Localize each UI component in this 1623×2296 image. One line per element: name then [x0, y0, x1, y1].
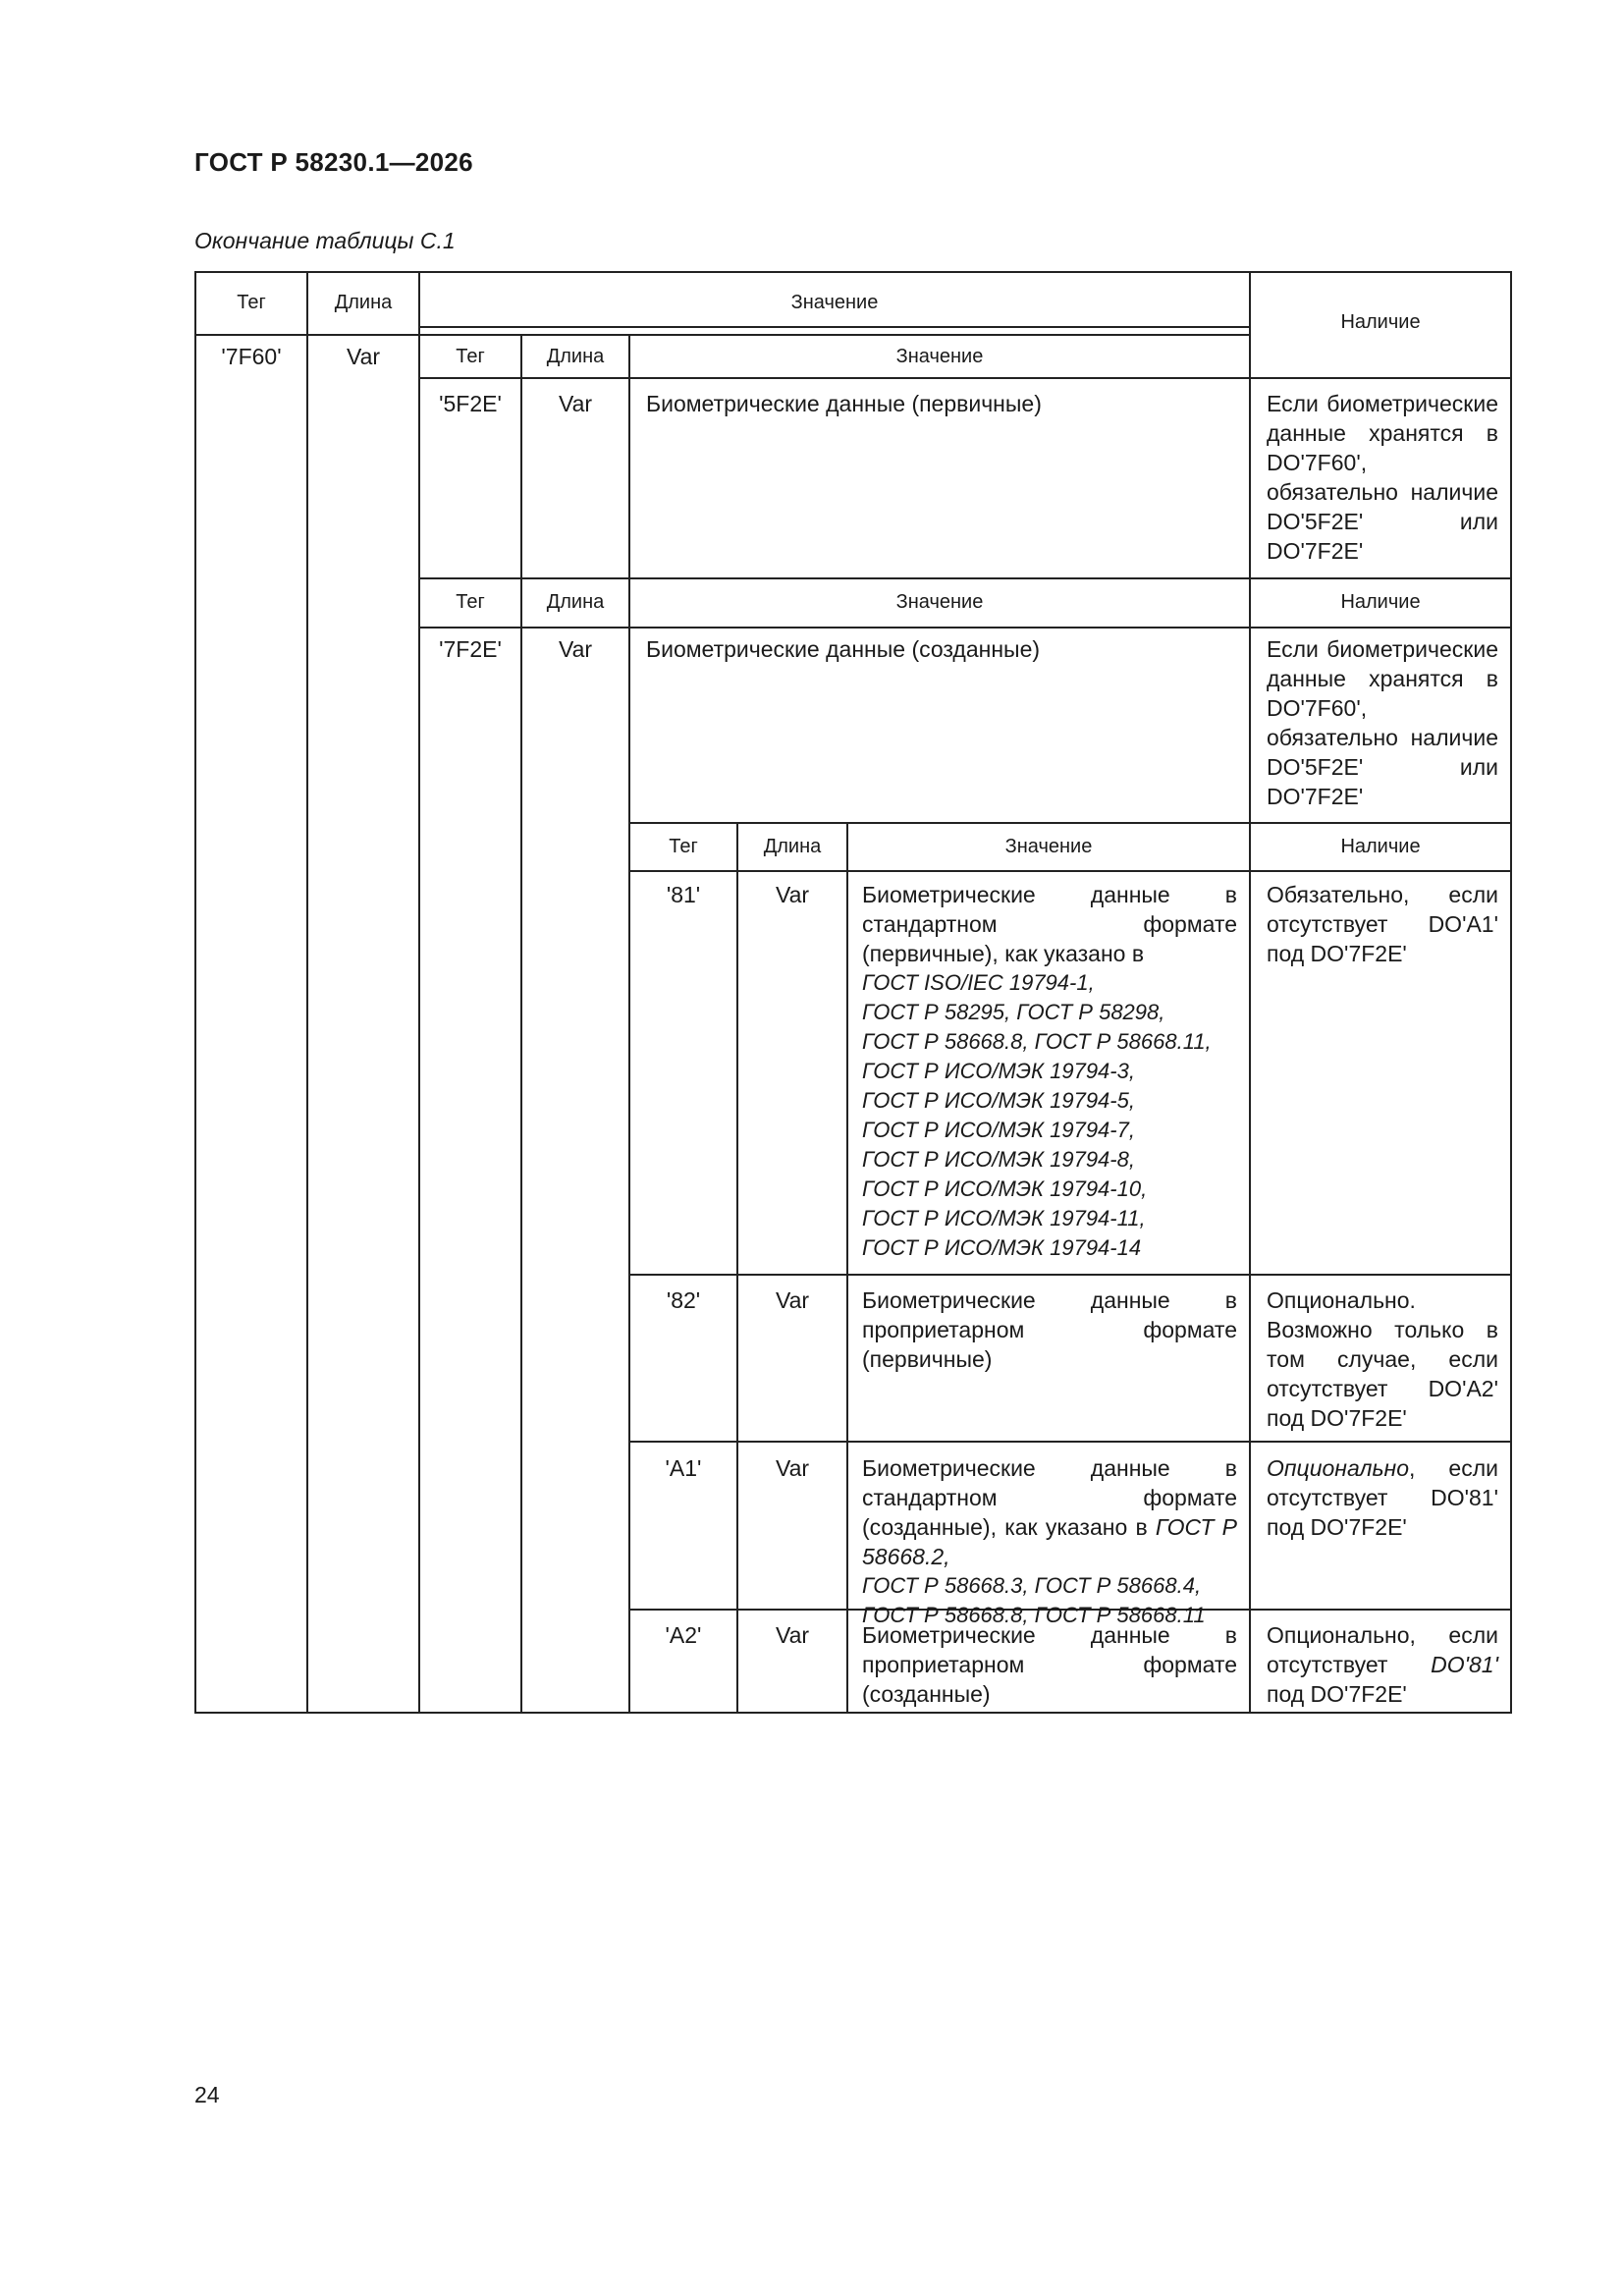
header-tag: Тег — [237, 292, 266, 313]
row-82-presence: Опционально. Возможно только в том случае, если отсутствует DO'A2' под DO'7F2E' — [1267, 1287, 1498, 1431]
header-4-value: Значение — [1004, 836, 1093, 857]
header-3-length: Длина — [546, 591, 605, 613]
rule-v-inner-value — [628, 334, 630, 1714]
rule-h3-bottom — [418, 627, 1512, 629]
row-81-value-references: ГОСТ ISO/IEC 19794-1, ГОСТ Р 58295, ГОСТ Р 58298, ГОСТ Р 58668.8, ГОСТ Р 58668.11, ГОСТ Р ИСО/МЭК 19794-3, ГОСТ Р ИСО/МЭК 19794-5, ГОСТ Р ИСО/МЭК 19794-7, ГОСТ Р ИСО/МЭК 19794-8, ГОСТ Р ИСО/МЭК 19794-10, ГОСТ Р ИСО/МЭК 19794-11, ГОСТ Р ИСО/МЭК 19794-14 — [862, 970, 1212, 1260]
table-border-left — [194, 271, 196, 1714]
rule-h1-value-split — [418, 326, 1249, 328]
header-length: Длина — [334, 292, 393, 313]
root-tag: '7F60' — [221, 344, 282, 369]
row-5f2e-length: Var — [558, 391, 593, 416]
row-a1-value-reference: ГОСТ Р 58668.2, — [862, 1514, 1237, 1569]
rule-7f2e-bottom — [628, 822, 1512, 824]
row-5f2e-presence: Если биометрические данные хранятся в DO'7F60', обязательно наличие DO'5F2E' или DO'7F2E' — [1267, 391, 1498, 564]
row-a2-presence-before: Опционально, если отсутствует — [1267, 1622, 1498, 1677]
header-2-tag: Тег — [456, 346, 485, 367]
row-81-value — [862, 880, 1237, 1263]
rule-h2-top — [418, 334, 1249, 336]
row-81-length: Var — [775, 882, 810, 907]
row-a2-presence-after: под DO'7F2E' — [1267, 1681, 1407, 1707]
row-a1-length: Var — [775, 1455, 810, 1481]
table-border-bottom — [194, 1712, 1512, 1714]
rule-h2-bottom — [418, 377, 1512, 379]
header-4-length: Длина — [763, 836, 822, 857]
row-a1-value-references: ГОСТ Р 58668.3, ГОСТ Р 58668.4, ГОСТ Р 58668.8, ГОСТ Р 58668.11 — [862, 1573, 1206, 1627]
rule-82-bottom — [628, 1441, 1512, 1443]
rule-v-sub-len — [736, 822, 738, 1714]
row-81-value-text: Биометрические данные в стандартном формате (первичные), как указано в — [862, 882, 1237, 966]
row-7f2e-presence: Если биометрические данные хранятся в DO'7F60', обязательно наличие DO'5F2E' или DO'7F2E' — [1267, 636, 1498, 809]
row-7f2e-tag: '7F2E' — [439, 636, 502, 662]
header-3-value: Значение — [895, 591, 984, 613]
row-a2-presence — [1267, 1620, 1498, 1709]
row-81-tag: '81' — [666, 882, 701, 907]
row-a1-value-text: Биометрические данные в стандартном формате (созданные), как указано в — [862, 1455, 1237, 1540]
row-a1-tag: 'A1' — [665, 1455, 702, 1481]
row-82-tag: '82' — [666, 1287, 701, 1313]
row-7f2e-value: Биометрические данные (созданные) — [646, 636, 1041, 662]
row-a2-value: Биометрические данные в проприетарном формате (созданные) — [862, 1622, 1237, 1707]
root-length: Var — [346, 344, 381, 369]
header-2-value: Значение — [895, 346, 984, 367]
row-a1-presence — [1267, 1453, 1498, 1542]
rule-5f2e-bottom — [418, 577, 1512, 579]
page-number: 24 — [194, 2082, 220, 2107]
row-82-length: Var — [775, 1287, 810, 1313]
row-82-value: Биометрические данные в проприетарном формате (первичные) — [862, 1287, 1237, 1372]
row-7f2e-length: Var — [558, 636, 593, 662]
header-3-presence: Наличие — [1340, 591, 1421, 613]
table-border-right — [1510, 271, 1512, 1714]
header-2-length: Длина — [546, 346, 605, 367]
rule-v-len — [306, 271, 308, 1714]
row-5f2e-tag: '5F2E' — [439, 391, 502, 416]
row-a1-value — [862, 1453, 1237, 1630]
row-a2-presence-italic: DO'81' — [1431, 1652, 1498, 1677]
data-objects-table — [194, 271, 1512, 1714]
rule-v-sub-value — [846, 822, 848, 1714]
header-value: Значение — [790, 292, 879, 313]
header-4-tag: Тег — [669, 836, 698, 857]
rule-h4-bottom — [628, 870, 1512, 872]
row-5f2e-value: Биометрические данные (первичные) — [646, 391, 1042, 416]
row-a2-length: Var — [775, 1622, 810, 1648]
row-a1-presence-rest: , если отсутствует DO'81' под DO'7F2E' — [1267, 1455, 1498, 1540]
header-3-tag: Тег — [456, 591, 485, 613]
rule-81-bottom — [628, 1274, 1512, 1276]
table-border-top — [194, 271, 1512, 273]
rule-v-inner-left — [418, 271, 420, 1714]
row-81-presence: Обязательно, если отсутствует DO'A1' под DO'7F2E' — [1267, 882, 1498, 966]
rule-v-inner-len — [520, 334, 522, 1714]
header-presence: Наличие — [1340, 311, 1421, 333]
table-caption: Окончание таблицы С.1 — [194, 228, 456, 253]
row-a2-tag: 'A2' — [665, 1622, 702, 1648]
document-title: ГОСТ Р 58230.1—2026 — [194, 147, 473, 177]
rule-v-presence — [1249, 271, 1251, 1714]
row-a1-presence-italic: Опционально — [1267, 1455, 1409, 1481]
header-4-presence: Наличие — [1340, 836, 1421, 857]
